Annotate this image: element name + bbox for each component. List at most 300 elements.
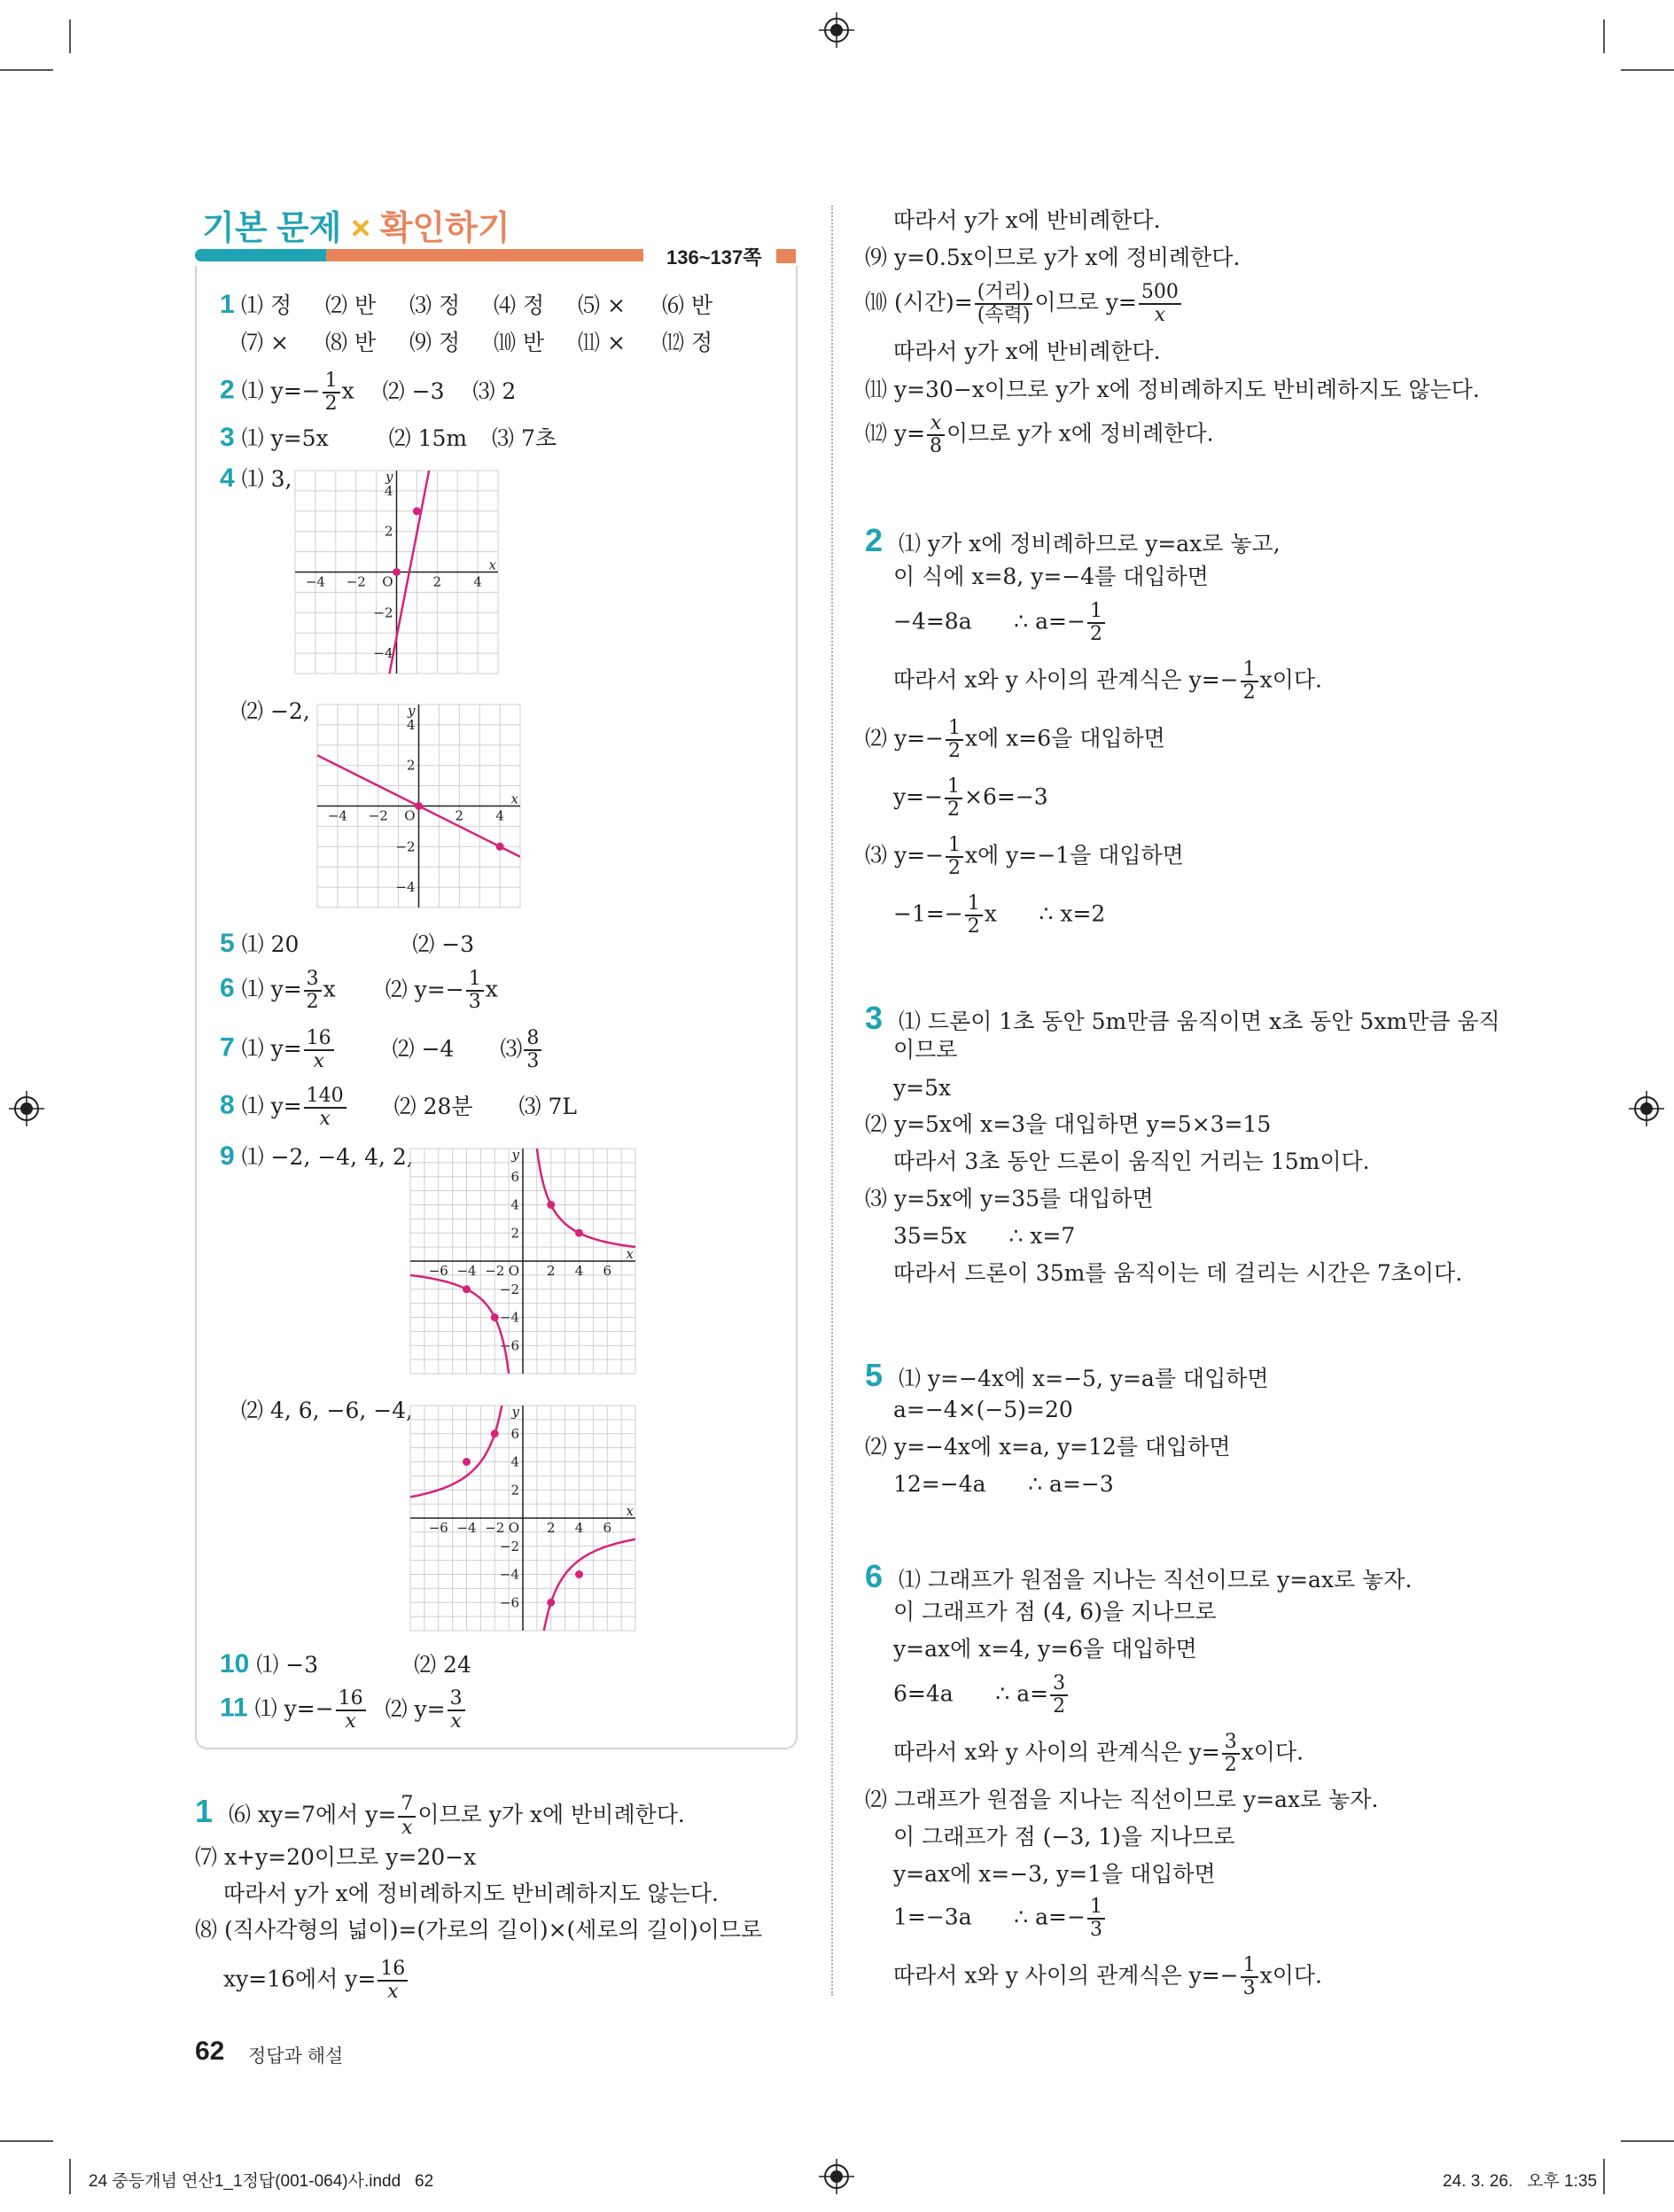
answer-text: ⑵ −3: [412, 931, 475, 957]
explanation-6-line3: y=ax에 x=4, y=6을 대입하면: [893, 1636, 1197, 1662]
answer-item: ⑹ 반: [662, 292, 713, 318]
numerator: 3: [448, 1688, 465, 1711]
y-tick-label: −4: [499, 1566, 519, 1583]
y-tick-label: 2: [406, 757, 416, 774]
y-axis-label: y: [408, 703, 416, 719]
explanation-1-line4: ⑻ (직사각형의 넓이)=(가로의 길이)×(세로의 길이)이므로: [195, 1917, 763, 1943]
x-tick-label: −4: [456, 1520, 477, 1536]
answer-text: ⑵ 15m: [388, 425, 468, 451]
fraction: [336, 1688, 366, 1733]
data-point: [393, 568, 401, 576]
denominator: 2: [947, 798, 961, 822]
explanation-6-line6: ⑵ 그래프가 원점을 지나는 직선이므로 y=ax로 놓자.: [865, 1787, 1379, 1812]
answer-6: [220, 969, 498, 1013]
y-tick-label: −4: [373, 645, 393, 662]
fraction: [378, 1959, 408, 2003]
header-bar-teal: [195, 249, 328, 261]
fraction: [1139, 282, 1181, 326]
origin-label: O: [382, 573, 393, 590]
x-tick-label: 4: [574, 1520, 584, 1536]
denominator: 3: [1242, 1977, 1256, 2000]
explanation-text: x이다.: [1259, 666, 1322, 693]
data-point: [463, 1458, 471, 1466]
numerator: x: [927, 413, 945, 436]
denominator: 2: [324, 393, 338, 416]
denominator: 3: [526, 1050, 540, 1073]
answer-9: [220, 1141, 414, 1172]
title-part2: 확인하기: [379, 210, 510, 247]
x-tick-label: −6: [428, 1263, 448, 1279]
data-point: [413, 507, 421, 515]
data-point: [575, 1570, 583, 1578]
numerator: 1: [323, 370, 340, 393]
x-tick-label: 4: [473, 573, 482, 590]
fraction: [1222, 1732, 1240, 1776]
answer-text: ⑴ 3,: [241, 466, 292, 492]
question-number: 1: [220, 290, 235, 319]
explanation-text: 이므로 y가 x에 반비례한다.: [417, 1802, 685, 1827]
question-number: 11: [220, 1693, 248, 1723]
explanation-text: −1=−: [893, 900, 963, 927]
page-number: 62: [195, 2037, 225, 2066]
y-tick-label: 6: [510, 1168, 519, 1185]
data-point: [547, 1201, 555, 1209]
answer-5: [220, 928, 474, 960]
y-tick-label: −4: [499, 1309, 519, 1326]
explanation-3-line7: 35=5x ∴ x=7: [893, 1223, 1076, 1249]
crop-mark: [1621, 69, 1674, 71]
explanation-text: ⑴ 드론이 1초 동안 5m만큼 움직이면 x초 동안 5xm만큼 움직: [898, 1009, 1500, 1034]
explanation-text: x에 x=6을 대입하면: [964, 725, 1165, 752]
denominator: x: [450, 1710, 462, 1733]
denominator: x: [345, 1710, 356, 1733]
y-tick-label: 6: [510, 1425, 519, 1442]
registration-mark-icon: [9, 1091, 44, 1126]
explanation-text: ⑹ xy=7에서 y=: [228, 1802, 397, 1827]
x-tick-label: 4: [495, 807, 504, 824]
answer-3: [220, 422, 557, 454]
x-axis-label: x: [626, 1246, 634, 1262]
answer-text: ⑴ −2, −4, 4, 2,: [241, 1144, 414, 1170]
data-point: [491, 1313, 499, 1321]
y-tick-label: 2: [510, 1482, 519, 1499]
explanation-number: 6: [865, 1558, 884, 1594]
title-cross-icon: ×: [350, 210, 371, 247]
answer-text: ⑴ −3: [256, 1652, 319, 1678]
explanation-text: x ∴ x=2: [984, 900, 1106, 927]
explanation-text: ⑽ (시간)=: [865, 289, 973, 315]
numerator: 16: [336, 1688, 366, 1711]
question-number: 9: [220, 1141, 235, 1171]
graph-9-1: [403, 1141, 642, 1381]
denominator: 2: [1242, 682, 1256, 705]
denominator: 3: [1089, 1919, 1102, 1942]
x-tick-label: 2: [546, 1263, 556, 1279]
question-number: 5: [220, 929, 235, 958]
answer-item: ⑻ 반: [325, 330, 377, 355]
explanation-text: 1=−3a ∴ a=−: [893, 1904, 1086, 1930]
answer-item: ⑶ 정: [409, 292, 461, 318]
crop-mark: [0, 69, 53, 71]
numerator: 16: [304, 1028, 334, 1051]
explanation-1-line8: [865, 282, 1183, 326]
answer-text: ⑵ 24: [414, 1652, 471, 1678]
graph-9-2: [403, 1398, 642, 1638]
fraction: [945, 776, 962, 821]
answer-item: ⑽ 반: [494, 330, 545, 355]
explanation-text: 따라서 x와 y 사이의 관계식은 y=: [893, 1739, 1220, 1765]
crop-mark: [0, 2140, 53, 2142]
numerator: 1: [946, 718, 963, 741]
explanation-3-line1: [865, 999, 1500, 1037]
fraction: [927, 413, 945, 457]
answer-4-2: [241, 698, 310, 725]
answer-text: ⑵ y=−: [385, 976, 464, 1002]
answer-item: ⑺ ×: [241, 330, 289, 355]
numerator: 1: [1087, 601, 1105, 624]
x-tick-label: −4: [327, 807, 347, 824]
explanation-text: y=−: [893, 783, 944, 810]
explanation-1-line9: 따라서 y가 x에 반비례한다.: [893, 339, 1161, 364]
x-tick-label: 2: [455, 807, 464, 824]
fraction: [946, 835, 963, 879]
y-tick-label: 4: [384, 482, 393, 499]
explanation-5-line3: ⑵ y=−4x에 x=a, y=12를 대입하면: [865, 1434, 1231, 1460]
explanation-1-line11: [865, 413, 1214, 457]
answer-text: ⑵ y=: [385, 1695, 446, 1722]
explanation-text: ×6=−3: [964, 783, 1048, 810]
answer-item: ⑾ ×: [578, 330, 626, 355]
x-axis-label: x: [626, 1503, 634, 1519]
answer-text: ⑶: [500, 1035, 523, 1062]
answer-text: ⑴ y=5x: [241, 425, 329, 451]
fraction: [323, 370, 340, 415]
answer-text: ⑶ 7초: [492, 425, 557, 451]
numerator: (거리): [975, 282, 1033, 305]
registration-mark-icon: [819, 12, 854, 48]
y-tick-label: 4: [510, 1196, 519, 1213]
numerator: 3: [304, 969, 322, 992]
denominator: 2: [947, 857, 961, 880]
answer-1: [220, 289, 235, 321]
question-number: 2: [220, 375, 235, 405]
data-point: [491, 1429, 499, 1437]
answer-11: [220, 1688, 467, 1733]
origin-label: O: [508, 1520, 519, 1536]
answer-text: ⑵ −2,: [241, 698, 310, 724]
x-tick-label: 6: [603, 1520, 612, 1536]
answer-9-2: [241, 1398, 413, 1424]
fraction: [975, 282, 1033, 326]
explanation-text: xy=16에서 y=: [223, 1966, 377, 1992]
y-tick-label: −6: [499, 1337, 519, 1354]
explanation-3-line4: ⑵ y=5x에 x=3을 대입하면 y=5×3=15: [865, 1111, 1272, 1137]
fraction: [304, 1086, 346, 1130]
explanation-number: 5: [865, 1357, 884, 1393]
answer-item: ⑴ 정: [241, 292, 292, 318]
denominator: x: [1154, 304, 1166, 327]
y-tick-label: −2: [395, 838, 416, 855]
crop-mark: [69, 2159, 71, 2194]
answer-text: ⑴ y=: [241, 976, 302, 1002]
hyperbola-branch: [527, 1537, 642, 1638]
x-tick-label: 2: [546, 1520, 556, 1536]
numerator: 1: [466, 969, 484, 992]
numerator: 16: [378, 1959, 408, 1982]
origin-label: O: [508, 1263, 519, 1279]
page-label: 정답과 해설: [248, 2046, 344, 2067]
answer-text: ⑴ y=−: [241, 378, 321, 404]
x-axis-label: x: [488, 557, 496, 573]
y-axis-label: y: [385, 469, 393, 485]
explanation-6-line2: 이 그래프가 점 (4, 6)을 지나므로: [893, 1599, 1217, 1624]
explanation-text: 이므로 y=: [1034, 289, 1137, 315]
numerator: 1: [1241, 1955, 1258, 1978]
x-tick-label: −2: [346, 573, 366, 590]
answer-text: ⑴ y=: [241, 1093, 302, 1119]
y-tick-label: 2: [510, 1225, 519, 1242]
y-axis-label: y: [511, 1404, 519, 1420]
explanation-1-line2: ⑺ x+y=20이므로 y=20−x: [195, 1844, 477, 1870]
column-divider: [831, 206, 833, 1996]
explanation-2-line7: [865, 835, 1184, 879]
y-tick-label: 4: [406, 716, 416, 733]
explanation-6-line9: [893, 1897, 1107, 1941]
denominator: x: [313, 1050, 324, 1073]
fraction: [1050, 1673, 1068, 1717]
page-range: 136~137쪽: [666, 246, 762, 269]
fraction: [466, 969, 484, 1013]
explanation-text: 따라서 x와 y 사이의 관계식은 y=−: [893, 666, 1239, 693]
numerator: 140: [304, 1086, 346, 1109]
answer-8: [220, 1086, 577, 1130]
numerator: 1: [1241, 659, 1258, 682]
data-point: [496, 843, 504, 851]
numerator: 1: [1087, 1897, 1105, 1920]
fraction: [304, 1028, 334, 1072]
y-tick-label: 2: [384, 523, 393, 540]
crop-mark: [1621, 2140, 1674, 2142]
crop-mark: [1603, 19, 1605, 53]
explanation-number: 3: [865, 1000, 884, 1036]
file-info: 24 중등개념 연산1_1정답(001-064)사.indd 62: [89, 2172, 434, 2191]
x-tick-label: 4: [574, 1263, 584, 1279]
explanation-6-line7: 이 그래프가 점 (−3, 1)을 지나므로: [893, 1824, 1235, 1850]
answer-text: ⑶ 7L: [518, 1093, 577, 1119]
registration-mark-icon: [1629, 1091, 1664, 1126]
answer-text: x: [323, 976, 336, 1002]
explanation-6-line4: [893, 1673, 1070, 1717]
denominator: 2: [1224, 1754, 1237, 1777]
numerator: 500: [1139, 282, 1181, 305]
fraction: [1087, 1897, 1105, 1941]
explanation-3-line8: 따라서 드론이 35m를 움직이는 데 걸리는 시간은 7초이다.: [893, 1260, 1463, 1286]
answer-text: ⑶ 2: [472, 378, 517, 404]
explanation-text: ⑿ y=: [865, 420, 926, 447]
numerator: 7: [398, 1794, 416, 1817]
denominator: x: [319, 1108, 331, 1131]
question-number: 8: [220, 1090, 235, 1120]
numerator: 1: [945, 776, 962, 799]
numerator: 3: [1222, 1732, 1240, 1755]
answer-10: [220, 1648, 471, 1680]
header-bar-orange: [326, 249, 643, 261]
explanation-5-line4: 12=−4a ∴ a=−3: [893, 1471, 1114, 1497]
answer-text: ⑵ −4: [392, 1035, 455, 1062]
answer-4: [220, 463, 292, 495]
answer-text: ⑵ −3: [382, 378, 445, 404]
fraction: [524, 1028, 541, 1072]
x-tick-label: −2: [368, 807, 388, 824]
explanation-text: −4=8a ∴ a=−: [893, 608, 1086, 635]
explanation-text: x이다.: [1259, 1962, 1322, 1989]
explanation-6-line1: [865, 1557, 1412, 1595]
fraction: [398, 1794, 416, 1838]
explanation-2-line3: [893, 601, 1107, 645]
answer-text: x: [341, 378, 354, 404]
x-tick-label: −4: [456, 1263, 477, 1279]
section-title: [202, 200, 510, 249]
denominator: 8: [930, 435, 943, 458]
answer-text: x: [485, 976, 498, 1002]
data-point: [547, 1599, 555, 1607]
explanation-6-line5: [893, 1732, 1304, 1776]
numerator: 3: [1050, 1673, 1068, 1696]
x-tick-label: −6: [428, 1520, 448, 1536]
explanation-3-line5: 따라서 3초 동안 드론이 움직인 거리는 15m이다.: [893, 1149, 1370, 1174]
data-point: [575, 1229, 583, 1237]
explanation-text: ⑴ y가 x에 정비례하므로 y=ax로 놓고,: [898, 531, 1281, 557]
question-number: 7: [220, 1032, 235, 1063]
y-tick-label: −4: [395, 879, 416, 896]
x-tick-label: 6: [603, 1263, 612, 1279]
denominator: 2: [1053, 1695, 1066, 1718]
explanation-1-line10: ⑾ y=30−x이므로 y가 x에 정비례하지도 반비례하지도 않는다.: [865, 377, 1480, 402]
explanation-1-line6: 따라서 y가 x에 반비례한다.: [893, 207, 1161, 233]
data-point: [415, 802, 423, 810]
fraction: [1241, 1955, 1258, 1999]
question-number: 6: [220, 973, 235, 1003]
denominator: 2: [306, 991, 319, 1014]
y-tick-label: 4: [510, 1453, 519, 1470]
x-tick-label: −2: [485, 1520, 505, 1536]
explanation-3-line3: y=5x: [893, 1075, 952, 1101]
origin-label: O: [404, 807, 416, 824]
answer-2: [220, 370, 516, 415]
explanation-text: ⑶ y=−: [865, 842, 944, 868]
explanation-1-line1: [195, 1792, 685, 1839]
explanation-text: ⑴ y=−4x에 x=−5, y=a를 대입하면: [898, 1366, 1269, 1391]
explanation-6-line8: y=ax에 x=−3, y=1을 대입하면: [893, 1861, 1216, 1887]
denominator: 2: [1089, 623, 1102, 646]
answer-item: ⑼ 정: [409, 330, 461, 355]
explanation-text: 6=4a ∴ a=: [893, 1680, 1049, 1707]
denominator: 3: [468, 991, 481, 1014]
question-number: 10: [220, 1649, 250, 1678]
explanation-text: ⑴ 그래프가 원점을 지나는 직선이므로 y=ax로 놓자.: [898, 1567, 1413, 1593]
denominator: 2: [967, 915, 980, 939]
answer-text: ⑵ 4, 6, −6, −4,: [241, 1398, 414, 1423]
explanation-2-line1: [865, 521, 1281, 559]
explanation-number: 2: [865, 522, 884, 558]
answer-item: ⑿ 정: [662, 330, 713, 355]
page-range-marker: [776, 249, 796, 263]
fraction: [304, 969, 322, 1013]
explanation-3-line6: ⑶ y=5x에 y=35를 대입하면: [865, 1186, 1154, 1211]
explanation-2-line8: [893, 893, 1105, 938]
answer-text: ⑵ 28분: [393, 1093, 473, 1119]
answer-item: ⑵ 반: [325, 292, 377, 318]
numerator: 1: [965, 893, 983, 916]
crop-mark: [69, 19, 71, 53]
answer-item: ⑸ ×: [578, 292, 626, 318]
explanation-1-line5: [223, 1959, 409, 2003]
y-tick-label: −6: [499, 1594, 519, 1611]
fraction: [946, 718, 963, 762]
y-axis-label: y: [511, 1147, 519, 1163]
explanation-5-line1: [865, 1356, 1269, 1394]
title-part1: 기본 문제: [202, 210, 342, 247]
y-tick-label: −2: [499, 1538, 519, 1554]
fraction: [965, 893, 983, 938]
answer-text: ⑴ y=: [241, 1035, 302, 1062]
numerator: 1: [946, 835, 963, 858]
graph-4-1: [288, 463, 505, 681]
explanation-text: x에 y=−1을 대입하면: [964, 842, 1184, 868]
answer-text: ⑴ y=−: [254, 1695, 334, 1722]
explanation-1-line3: 따라서 y가 x에 정비례하지도 반비례하지도 않는다.: [223, 1881, 719, 1906]
denominator: 2: [947, 740, 961, 763]
explanation-number: 1: [195, 1793, 214, 1829]
explanation-text: x이다.: [1241, 1739, 1304, 1765]
graph-4-2: [310, 697, 527, 915]
hyperbola-branch: [403, 1398, 518, 1499]
question-number: 4: [220, 463, 235, 493]
x-tick-label: 2: [432, 573, 442, 590]
answer-7: [220, 1028, 543, 1072]
explanation-2-line6: [893, 776, 1048, 821]
y-tick-label: −2: [373, 604, 393, 621]
crop-mark: [1603, 2159, 1605, 2194]
explanation-6-line10: [893, 1955, 1322, 1999]
explanation-5-line2: a=−4×(−5)=20: [893, 1397, 1073, 1422]
explanation-text: 따라서 x와 y 사이의 관계식은 y=−: [893, 1962, 1239, 1989]
explanation-1-line7: ⑼ y=0.5x이므로 y가 x에 정비례한다.: [865, 245, 1241, 270]
fraction: [448, 1688, 465, 1733]
explanation-text: ⑵ y=−: [865, 725, 944, 752]
print-date: 24. 3. 26. 오후 1:35: [1443, 2172, 1598, 2191]
numerator: 8: [524, 1028, 541, 1051]
denominator: (속력): [977, 304, 1031, 327]
x-axis-label: x: [510, 791, 518, 807]
y-tick-label: −2: [499, 1281, 519, 1297]
registration-mark-icon: [819, 2159, 854, 2194]
denominator: x: [401, 1816, 413, 1839]
explanation-2-line2: 이 식에 x=8, y=−4를 대입하면: [893, 564, 1209, 589]
denominator: x: [387, 1981, 399, 2004]
explanation-2-line4: [893, 659, 1322, 704]
fraction: [1087, 601, 1105, 645]
explanation-2-line5: [865, 718, 1165, 762]
x-tick-label: −2: [485, 1263, 505, 1279]
answer-text: ⑴ 20: [241, 931, 300, 957]
explanation-text: 이므로 y가 x에 정비례한다.: [946, 420, 1214, 447]
data-point: [463, 1285, 471, 1293]
explanation-3-line2: 이므로: [893, 1037, 958, 1063]
question-number: 3: [220, 423, 235, 452]
fraction: [1241, 659, 1258, 704]
answer-item: ⑷ 정: [494, 292, 545, 318]
